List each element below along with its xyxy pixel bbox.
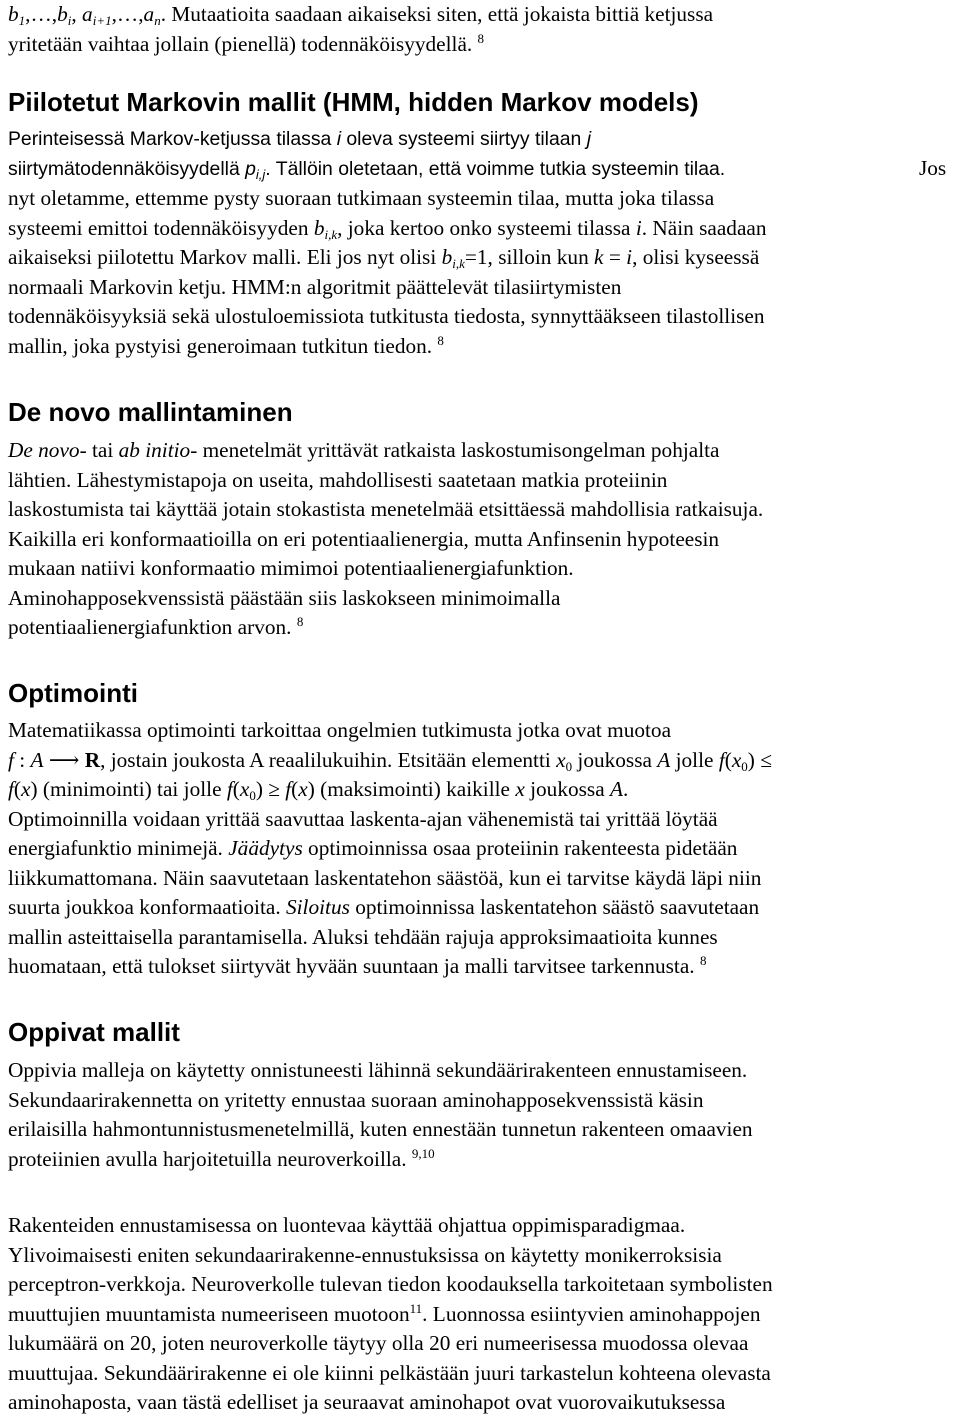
text-run: ) ≥ (255, 777, 286, 801)
subscript: 0 (565, 758, 573, 774)
text-run: - menetelmät yrittävät ratkaista laskostumisongelman pohjalta (190, 438, 720, 462)
subscript: 0 (249, 788, 256, 803)
text-line (8, 302, 767, 332)
text-run: Siloitus (285, 895, 350, 919)
text-run: x (298, 777, 308, 801)
text-line (8, 495, 763, 525)
text-run: suurta joukkoa konformaatioita. (8, 895, 286, 919)
text-run: x (21, 777, 31, 801)
hmm-paragraph (8, 184, 767, 361)
denovo-paragraph (8, 436, 763, 643)
text-line (8, 214, 767, 244)
text-run: potentiaalienergiafunktion arvon. (8, 615, 297, 639)
text-run: muuttujien muuntamista numeeriseen muotoon (8, 1301, 410, 1326)
text-run: lukumäärä on 20, joten neuroverkolle täytyy olla 20 eri numeerisessa muodossa olevaa (8, 1331, 749, 1355)
text-line (8, 864, 772, 894)
text-line (8, 1145, 753, 1175)
text-run: Aminohapposekvenssistä päästään siis laskokseen minimoimalla (8, 585, 561, 610)
text-run: i (336, 128, 341, 150)
text-run: ⟶ (43, 747, 85, 772)
text-run: normaali Markovin ketju. HMM:n algoritmit päättelevät tilasiirtymisten (8, 274, 622, 299)
text-run: j (586, 128, 592, 150)
text-line (8, 1329, 773, 1359)
text-run: x (515, 777, 525, 801)
footnote-ref: 8 (296, 614, 304, 629)
text-line (8, 243, 767, 273)
text-line (8, 125, 725, 155)
text-line (8, 466, 763, 496)
text-run: b (441, 245, 453, 269)
text-run: joukossa (524, 777, 610, 801)
text-run: erilaisilla hahmontunnistusmenetelmillä, kuten ennestään tunnetun rakenteen omaavien (8, 1117, 753, 1141)
text-line (8, 0, 713, 30)
text-run: x (731, 747, 742, 772)
subscript: i,k (452, 256, 465, 271)
text-run: i (635, 215, 642, 240)
text-run: De novo (8, 438, 80, 462)
text-run: f (718, 747, 725, 772)
text-run: energiafunktio minimejä. (8, 836, 229, 860)
subscript: 1 (18, 13, 26, 28)
footnote-ref: 8 (477, 30, 485, 46)
text-run: x (239, 777, 250, 801)
text-line (8, 155, 725, 185)
text-run: Jäädytys (228, 836, 303, 860)
subscript: i,j (255, 166, 266, 182)
section-heading-hmm: Piilotetut Markovin mallit (HMM, hidden Markov models) (8, 87, 699, 117)
text-run: aminohaposta, vaan tästä edelliset ja seuraavat aminohapot ovat vuorovaikutuksessa (8, 1390, 726, 1414)
text-line (8, 613, 763, 643)
text-run: , (71, 2, 83, 26)
section-heading-denovo: De novo mallintaminen (8, 397, 293, 427)
text-run: mallin asteittaisella parantamisella. Aluksi tehdään rajuja approksimaatioita kunnes (8, 924, 718, 949)
text-run: ab initio (118, 438, 191, 462)
text-run: proteiinien avulla harjoitetuilla neuroverkoilla. (8, 1146, 412, 1171)
text-run: ( (291, 777, 299, 801)
text-line (8, 1211, 773, 1241)
text-run: Jos (919, 156, 947, 180)
text-run: A (609, 777, 623, 801)
text-line (8, 584, 763, 614)
text-run: systeemi emittoi todennäköisyyden (8, 215, 314, 240)
text-run: . (623, 777, 629, 801)
subscript: n (154, 13, 161, 28)
text-run: f (285, 777, 292, 801)
text-run: lähtien. Lähestymistapoja on useita, mahdollisesti saatetaan matkia proteiinin (8, 467, 668, 492)
text-run: f (226, 777, 233, 801)
text-line (8, 1388, 773, 1418)
text-line (8, 273, 767, 303)
text-run: ,…, (111, 2, 144, 26)
text-line (8, 1241, 773, 1271)
text-run: Kaikilla eri konformaatioilla on eri potentiaalienergia, mutta Anfinsenin hypoteesin (8, 526, 720, 551)
text-run: ( (232, 777, 240, 801)
text-line (8, 554, 763, 584)
text-run: laskostumista tai käyttää jotain stokastista menetelmää etsittäessä mahdollisia ratkaisuja. (8, 497, 764, 521)
text-line (8, 1086, 753, 1116)
subscript: 0 (741, 758, 748, 774)
text-run: a (82, 2, 93, 26)
text-run: f (8, 777, 14, 801)
text-line (8, 1115, 753, 1145)
text-run: , joka kertoo onko systeemi tilassa (337, 215, 636, 240)
text-run: i (626, 245, 633, 269)
text-line (8, 834, 772, 864)
text-run: huomataan, että tulokset siirtyvät hyvään suuntaan ja malli tarvitsee tarkennusta. (8, 954, 700, 978)
footnote-ref: 9,10 (411, 1145, 435, 1161)
text-line (8, 30, 713, 60)
text-line (8, 1359, 773, 1389)
text-run: p (245, 157, 256, 180)
text-run: perceptron-verkkoja. Neuroverkolle tulevan tiedon koodauksella tarkoitetaan symbolisten (8, 1272, 773, 1296)
text-run: ,…, (25, 2, 58, 26)
text-run: ( (13, 777, 22, 801)
text-line (8, 952, 772, 982)
section-heading-optimointi: Optimointi (8, 678, 138, 708)
text-run: . Näin saadaan (641, 215, 767, 240)
text-run: . Mutaatioita saadaan aikaiseksi siten, että jokaista bittiä ketjussa (160, 2, 714, 26)
text-run: x (556, 747, 566, 772)
text-run: ) (maksimointi) kaikille (307, 777, 516, 801)
text-run: : (13, 747, 31, 772)
hmm-paragraph-sans (8, 125, 725, 184)
text-run: =1, silloin kun (464, 245, 595, 269)
text-run: , jostain joukosta A reaalilukuihin. Etsitään elementti (100, 747, 557, 772)
text-line (8, 923, 772, 953)
footnote-ref: 11 (409, 1300, 423, 1316)
text-run: Optimoinnilla voidaan yrittää saavuttaa laskenta-ajan vähenemistä tai yrittää löytää (8, 806, 718, 831)
text-run: b (8, 2, 19, 26)
text-run: Rakenteiden ennustamisessa on luontevaa käyttää ohjattua oppimisparadigmaa. (8, 1213, 686, 1237)
text-run: f (8, 747, 14, 772)
text-line (8, 436, 763, 466)
text-run: ) (minimointi) tai jolle (30, 777, 227, 801)
text-run: liikkumattomana. Näin saavutetaan laskentatehon säästöä, kun ei tarvitse käydä läpi niin (8, 865, 762, 890)
footnote-ref: 8 (437, 332, 444, 348)
section-heading-oppivat: Oppivat mallit (8, 1017, 180, 1047)
text-run: muuttujaa. Sekundäärirakenne ei ole kiinni pelkästään juuri tarkastelun kohteena olevasta (8, 1360, 771, 1385)
text-run: siirtymätodennäköisyydellä (8, 157, 246, 180)
text-line (8, 893, 772, 923)
intro-paragraph (8, 0, 713, 59)
text-run: a (143, 2, 155, 26)
text-line (8, 716, 772, 746)
text-run: b (57, 2, 68, 26)
text-run: Ylivoimaisesti eniten sekundaarirakenne-ennustuksissa on käytetty monikerroksisia (8, 1242, 722, 1267)
oppivat-paragraph-1 (8, 1056, 753, 1174)
text-line (8, 1056, 753, 1086)
text-run: k (594, 245, 604, 269)
text-line (8, 1300, 773, 1330)
text-run: = (603, 245, 627, 269)
text-run: Sekundaarirakennetta on yritetty ennustaa suoraan aminohapposekvenssistä käsin (8, 1087, 704, 1112)
text-run: R (84, 747, 101, 772)
text-run: mallin, joka pystyisi generoimaan tutkitun tiedon. (8, 333, 438, 358)
text-run: A (657, 747, 671, 772)
text-run: b (313, 215, 325, 240)
oppivat-paragraph-2 (8, 1211, 773, 1418)
text-line (8, 184, 767, 214)
optimointi-paragraph (8, 716, 772, 982)
text-run: optimoinnissa laskentatehon säästö saavutetaan (349, 895, 760, 919)
text-run: optimoinnissa osaa proteiinin rakenteesta pidetään (302, 836, 738, 860)
text-run: ) ≤ (747, 747, 772, 772)
text-run: joukossa (572, 747, 658, 772)
text-run: nyt oletamme, ettemme pysty suoraan tutkimaan systeemin tilaa, mutta joka tilassa (8, 186, 715, 210)
hmm-paragraph-serif-start (919, 154, 946, 184)
text-run: Oppivia malleja on käytetty onnistuneesti lähinnä sekundäärirakenteen ennustamiseen. (8, 1058, 748, 1082)
text-run: jolle (670, 747, 719, 772)
text-run: Perinteisessä Markov-ketjussa tilassa (8, 128, 337, 150)
subscript: i+1 (92, 13, 112, 28)
footnote-ref: 8 (699, 953, 707, 968)
text-line (919, 154, 946, 184)
text-line (8, 332, 767, 362)
text-run: mukaan natiivi konformaatio mimimoi potentiaalienergiafunktion. (8, 556, 574, 580)
text-run: , olisi kyseessä (632, 245, 760, 269)
text-run: - tai (79, 438, 119, 462)
subscript: i,k (324, 226, 338, 242)
text-run: yritetään vaihtaa jollain (pienellä) todennäköisyydellä. (8, 31, 478, 56)
text-run: . Tällöin oletetaan, että voimme tutkia systeemin tilaa. (265, 157, 726, 180)
text-line (8, 1270, 773, 1300)
text-line (8, 525, 763, 555)
text-run: aikaiseksi piilotettu Markov malli. Eli jos nyt olisi (8, 245, 442, 269)
text-run: A (30, 747, 44, 772)
subscript: i (67, 13, 72, 28)
text-line (8, 805, 772, 835)
text-run: todennäköisyyksiä sekä ulostuloemissiota tutkitusta tiedosta, synnyttääkseen tilastollisen (8, 304, 765, 328)
text-line (8, 746, 772, 776)
text-run: oleva systeemi siirtyy tilaan (341, 128, 587, 150)
text-run: Matematiikassa optimointi tarkoittaa ongelmien tutkimusta jotka ovat muotoa (8, 718, 672, 742)
text-run: . Luonnossa esiintyvien aminohappojen (422, 1301, 761, 1326)
text-run: ( (724, 747, 732, 772)
text-line (8, 775, 772, 805)
